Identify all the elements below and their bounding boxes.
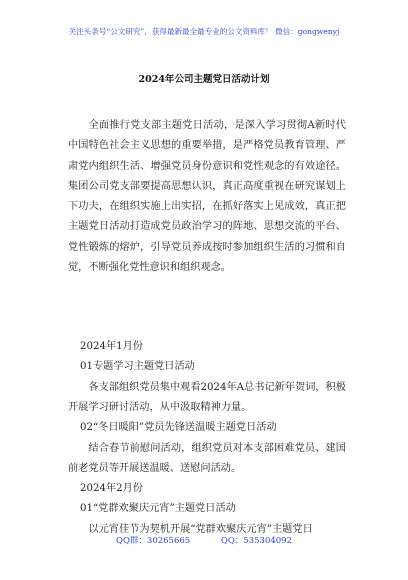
activity-body-3: 以元宵佳节为契机开展“党群欢聚庆元宵”主题党日 (88, 524, 313, 535)
activity-title-3: 01“党群欢聚庆元宵”主题党日活动 (80, 503, 236, 514)
month-heading-february: 2024年2月份 (80, 483, 143, 494)
document-title: 2024年公司主题党日活动计划 (138, 74, 270, 85)
footer-qq: QQ：535304092 (220, 536, 292, 546)
activity-title-1: 01专题学习主题党日活动 (80, 361, 195, 372)
header-banner: 关注头条号“公文研究”，获得最新最全最专业的公文资料库！ 微信：gongwenyj (68, 27, 340, 36)
activity-title-2: 02“冬日暖阳”党员先锋送温暖主题党日活动 (80, 422, 277, 433)
intro-paragraph: 全面推行党支部主题党日活动，是深入学习贯彻A新时代中国特色社会主义思想的重要举措，是严格党员教育管理、严肃党内组织生活、增强党员身份意识和党性观念的有效途径。集团公司党支部要提高思想认识，真正高度重视在研究谋划上下功夫，在组织实施上出实招，在抓好落实上见成效，真正把主题党日活动打造成党员政治学习的阵地、思想交流的平台、党性锻炼的熔炉，引导党员养成按时参加组织生活的习惯和自觉，不断强化党性意识和组织观念。 (68, 120, 346, 274)
footer-contact (0, 534, 408, 546)
activity-body-1: 各支部组织党员集中观看2024年A总书记新年贺词，积极开展学习研讨活动，从中汲取精神力量。 (68, 382, 346, 414)
footer-qq-group: QQ群：30265665 (115, 536, 191, 546)
activity-body-2: 结合春节前慰问活动，组织党员对本支部困难党员、建国前老党员等开展送温暖、送慰问活动。 (68, 443, 346, 475)
month-heading-january: 2024年1月份 (80, 341, 143, 352)
